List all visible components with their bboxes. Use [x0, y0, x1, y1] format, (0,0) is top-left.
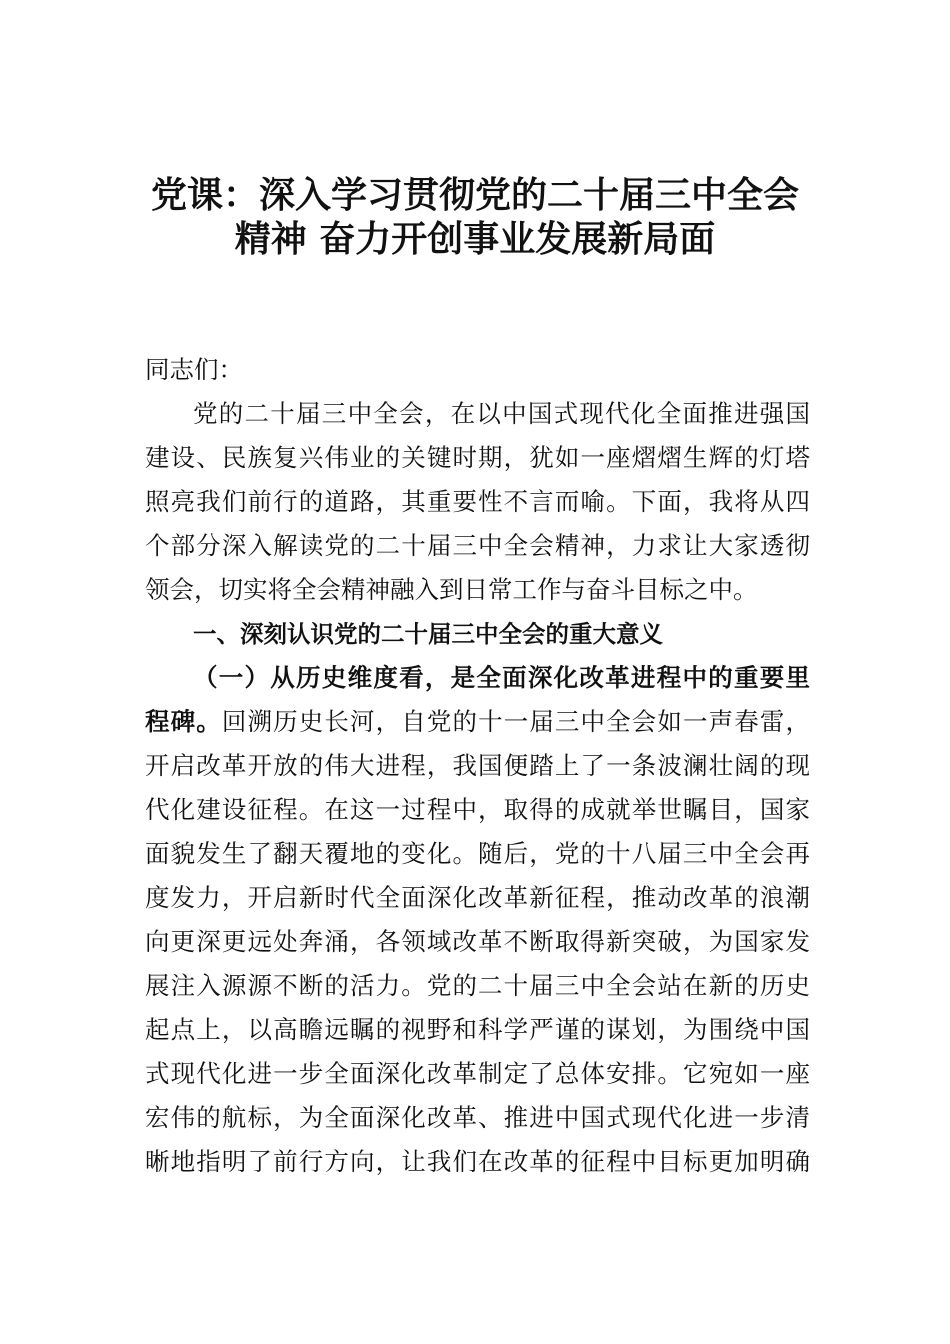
intro-line: 照亮我们前行的道路，其重要性不言而喻。下面，我将从四	[145, 487, 810, 516]
paragraph-line: 向更深更远处奔涌，各领域改革不断取得新突破，为国家发	[145, 927, 810, 956]
intro-line: 个部分深入解读党的二十届三中全会精神，力求让大家透彻	[145, 531, 810, 560]
intro-line: 领会，切实将全会精神融入到日常工作与奋斗目标之中。	[145, 575, 758, 604]
intro-line: 建设、民族复兴伟业的关键时期，犹如一座熠熠生辉的灯塔	[145, 443, 810, 472]
paragraph-line: 宏伟的航标，为全面深化改革、推进中国式现代化进一步清	[145, 1103, 810, 1132]
salutation: 同志们：	[145, 355, 243, 384]
paragraph-line: 晰地指明了前行方向，让我们在改革的征程中目标更加明确	[145, 1147, 810, 1176]
paragraph-line: 展注入源源不断的活力。党的二十届三中全会站在新的历史	[145, 971, 810, 1000]
paragraph-line: 式现代化进一步全面深化改革制定了总体安排。它宛如一座	[145, 1059, 810, 1088]
paragraph-line: 开启改革开放的伟大进程，我国便踏上了一条波澜壮阔的现	[145, 751, 810, 780]
subsection-heading-end: 程碑。	[145, 707, 222, 736]
paragraph-text: 回溯历史长河，自党的十一届三中全会如一声春雷，	[221, 707, 810, 736]
paragraph-line: 度发力，开启新时代全面深化改革新征程，推动改革的浪潮	[145, 883, 810, 912]
document-title-line-2: 精神 奋力开创事业发展新局面	[234, 219, 716, 260]
section-heading: 一、深刻认识党的二十届三中全会的重大意义	[193, 620, 663, 648]
paragraph-line: 面貌发生了翻天覆地的变化。随后，党的十八届三中全会再	[145, 839, 810, 868]
paragraph-line	[145, 705, 810, 739]
document-title-line-1: 党课：深入学习贯彻党的二十届三中全会	[150, 175, 799, 216]
paragraph-line: 代化建设征程。在这一过程中，取得的成就举世瞩目，国家	[145, 795, 810, 824]
paragraph-line: 起点上，以高瞻远瞩的视野和科学严谨的谋划，为围绕中国	[145, 1015, 810, 1044]
intro-line: 党的二十届三中全会，在以中国式现代化全面推进强国	[193, 399, 810, 428]
subsection-heading: （一）从历史维度看，是全面深化改革进程中的重要里	[193, 663, 810, 692]
